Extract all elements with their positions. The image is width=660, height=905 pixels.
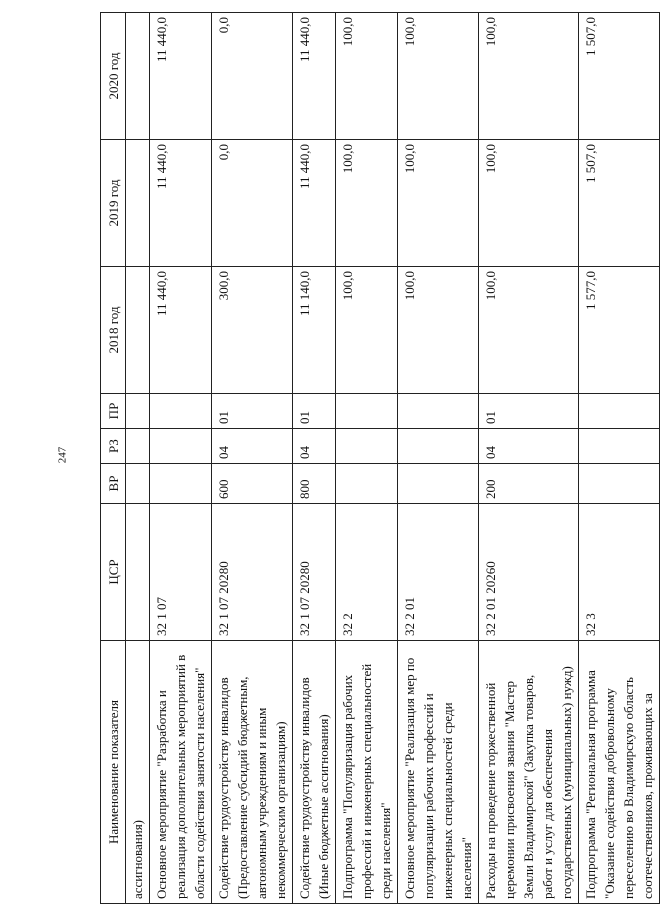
header-2018: 2018 год	[101, 267, 126, 394]
cell-pr	[398, 394, 479, 429]
cell-2020: 100,0	[336, 13, 398, 140]
header-2020: 2020 год	[101, 13, 126, 140]
cell-2020: 11 440,0	[150, 13, 212, 140]
cell-2019: 100,0	[336, 140, 398, 267]
header-2019: 2019 год	[101, 140, 126, 267]
cell-csr: 32 2	[336, 504, 398, 641]
cell-vr: 600	[212, 464, 293, 504]
cell-2019: 100,0	[398, 140, 479, 267]
cell-name: Основное мероприятие "Разработка и реализация дополнительных мероприятий в области содействия занятости населения"	[150, 641, 212, 904]
table-row	[336, 13, 398, 904]
table-row	[150, 13, 212, 904]
cell-csr: 32 1 07	[150, 504, 212, 641]
header-vr: ВР	[101, 464, 126, 504]
table-row	[479, 13, 579, 904]
cell-name: Расходы на проведение торжественной церемонии присвоения звания "Мастер Земли Владимирской" (Закупка товаров, работ и услуг для обеспечения государственных (муниципальных) нужд)	[479, 641, 579, 904]
cell-pr: 01	[479, 394, 579, 429]
cell-csr: 32 1 07 20280	[293, 504, 336, 641]
cell-name: Основное мероприятие "Реализация мер по популяризации рабочих профессий и инженерных специальностей среди населения"	[398, 641, 479, 904]
cell-vr	[398, 464, 479, 504]
cell-rz: 04	[212, 429, 293, 464]
cell-2018: 1 577,0	[579, 267, 660, 394]
rotated-page-frame	[100, 17, 655, 904]
cell-pr	[336, 394, 398, 429]
cell-2020: 100,0	[479, 13, 579, 140]
cell-2018: 300,0	[212, 267, 293, 394]
cell-rz	[398, 429, 479, 464]
cell-vr	[150, 464, 212, 504]
header-name: Наименование показателя	[101, 641, 126, 904]
cell-pr	[579, 394, 660, 429]
cell-2019: 0,0	[212, 140, 293, 267]
cell-2018: 11 440,0	[150, 267, 212, 394]
cell-rz: 04	[479, 429, 579, 464]
cell-vr	[336, 464, 398, 504]
cell-2019: 1 507,0	[579, 140, 660, 267]
continuation-row	[126, 13, 150, 904]
table-row	[398, 13, 479, 904]
cell-2018: 11 140,0	[293, 267, 336, 394]
cell-2020: 100,0	[398, 13, 479, 140]
cell-pr	[150, 394, 212, 429]
table-row	[579, 13, 660, 904]
cell-rz	[150, 429, 212, 464]
rotated-table-container	[100, 17, 655, 904]
page-number: 247	[56, 446, 69, 464]
cell-csr: 32 2 01	[398, 504, 479, 641]
cell-vr	[579, 464, 660, 504]
cell-pr: 01	[293, 394, 336, 429]
continuation-text: ассигнования)	[126, 641, 150, 904]
budget-table	[100, 12, 660, 904]
table-header-row	[101, 13, 126, 904]
cell-2020: 11 440,0	[293, 13, 336, 140]
cell-2018: 100,0	[479, 267, 579, 394]
cell-name: Содействие трудоустройству инвалидов (Предоставление субсидий бюджетным, автономным учреждениям и иным некоммерческим организациям)	[212, 641, 293, 904]
cell-csr: 32 1 07 20280	[212, 504, 293, 641]
table-row	[293, 13, 336, 904]
cell-pr: 01	[212, 394, 293, 429]
cell-vr: 800	[293, 464, 336, 504]
cell-name: Содействие трудоустройству инвалидов (Иные бюджетные ассигнования)	[293, 641, 336, 904]
cell-2019: 100,0	[479, 140, 579, 267]
cell-name: Подпрограмма "Популяризация рабочих профессий и инженерных специальностей среди населения"	[336, 641, 398, 904]
cell-2018: 100,0	[398, 267, 479, 394]
cell-2020: 1 507,0	[579, 13, 660, 140]
cell-rz: 04	[293, 429, 336, 464]
cell-vr: 200	[479, 464, 579, 504]
table-row	[212, 13, 293, 904]
cell-csr: 32 2 01 20260	[479, 504, 579, 641]
cell-2020: 0,0	[212, 13, 293, 140]
header-rz: РЗ	[101, 429, 126, 464]
cell-rz	[579, 429, 660, 464]
cell-2018: 100,0	[336, 267, 398, 394]
cell-rz	[336, 429, 398, 464]
cell-2019: 11 440,0	[293, 140, 336, 267]
cell-csr: 32 3	[579, 504, 660, 641]
header-pr: ПР	[101, 394, 126, 429]
cell-name: Подпрограмма "Региональная программа "Оказание содействия добровольному переселению во Владимирскую область соотечественников, проживающих за	[579, 641, 660, 904]
header-csr: ЦСР	[101, 504, 126, 641]
cell-2019: 11 440,0	[150, 140, 212, 267]
